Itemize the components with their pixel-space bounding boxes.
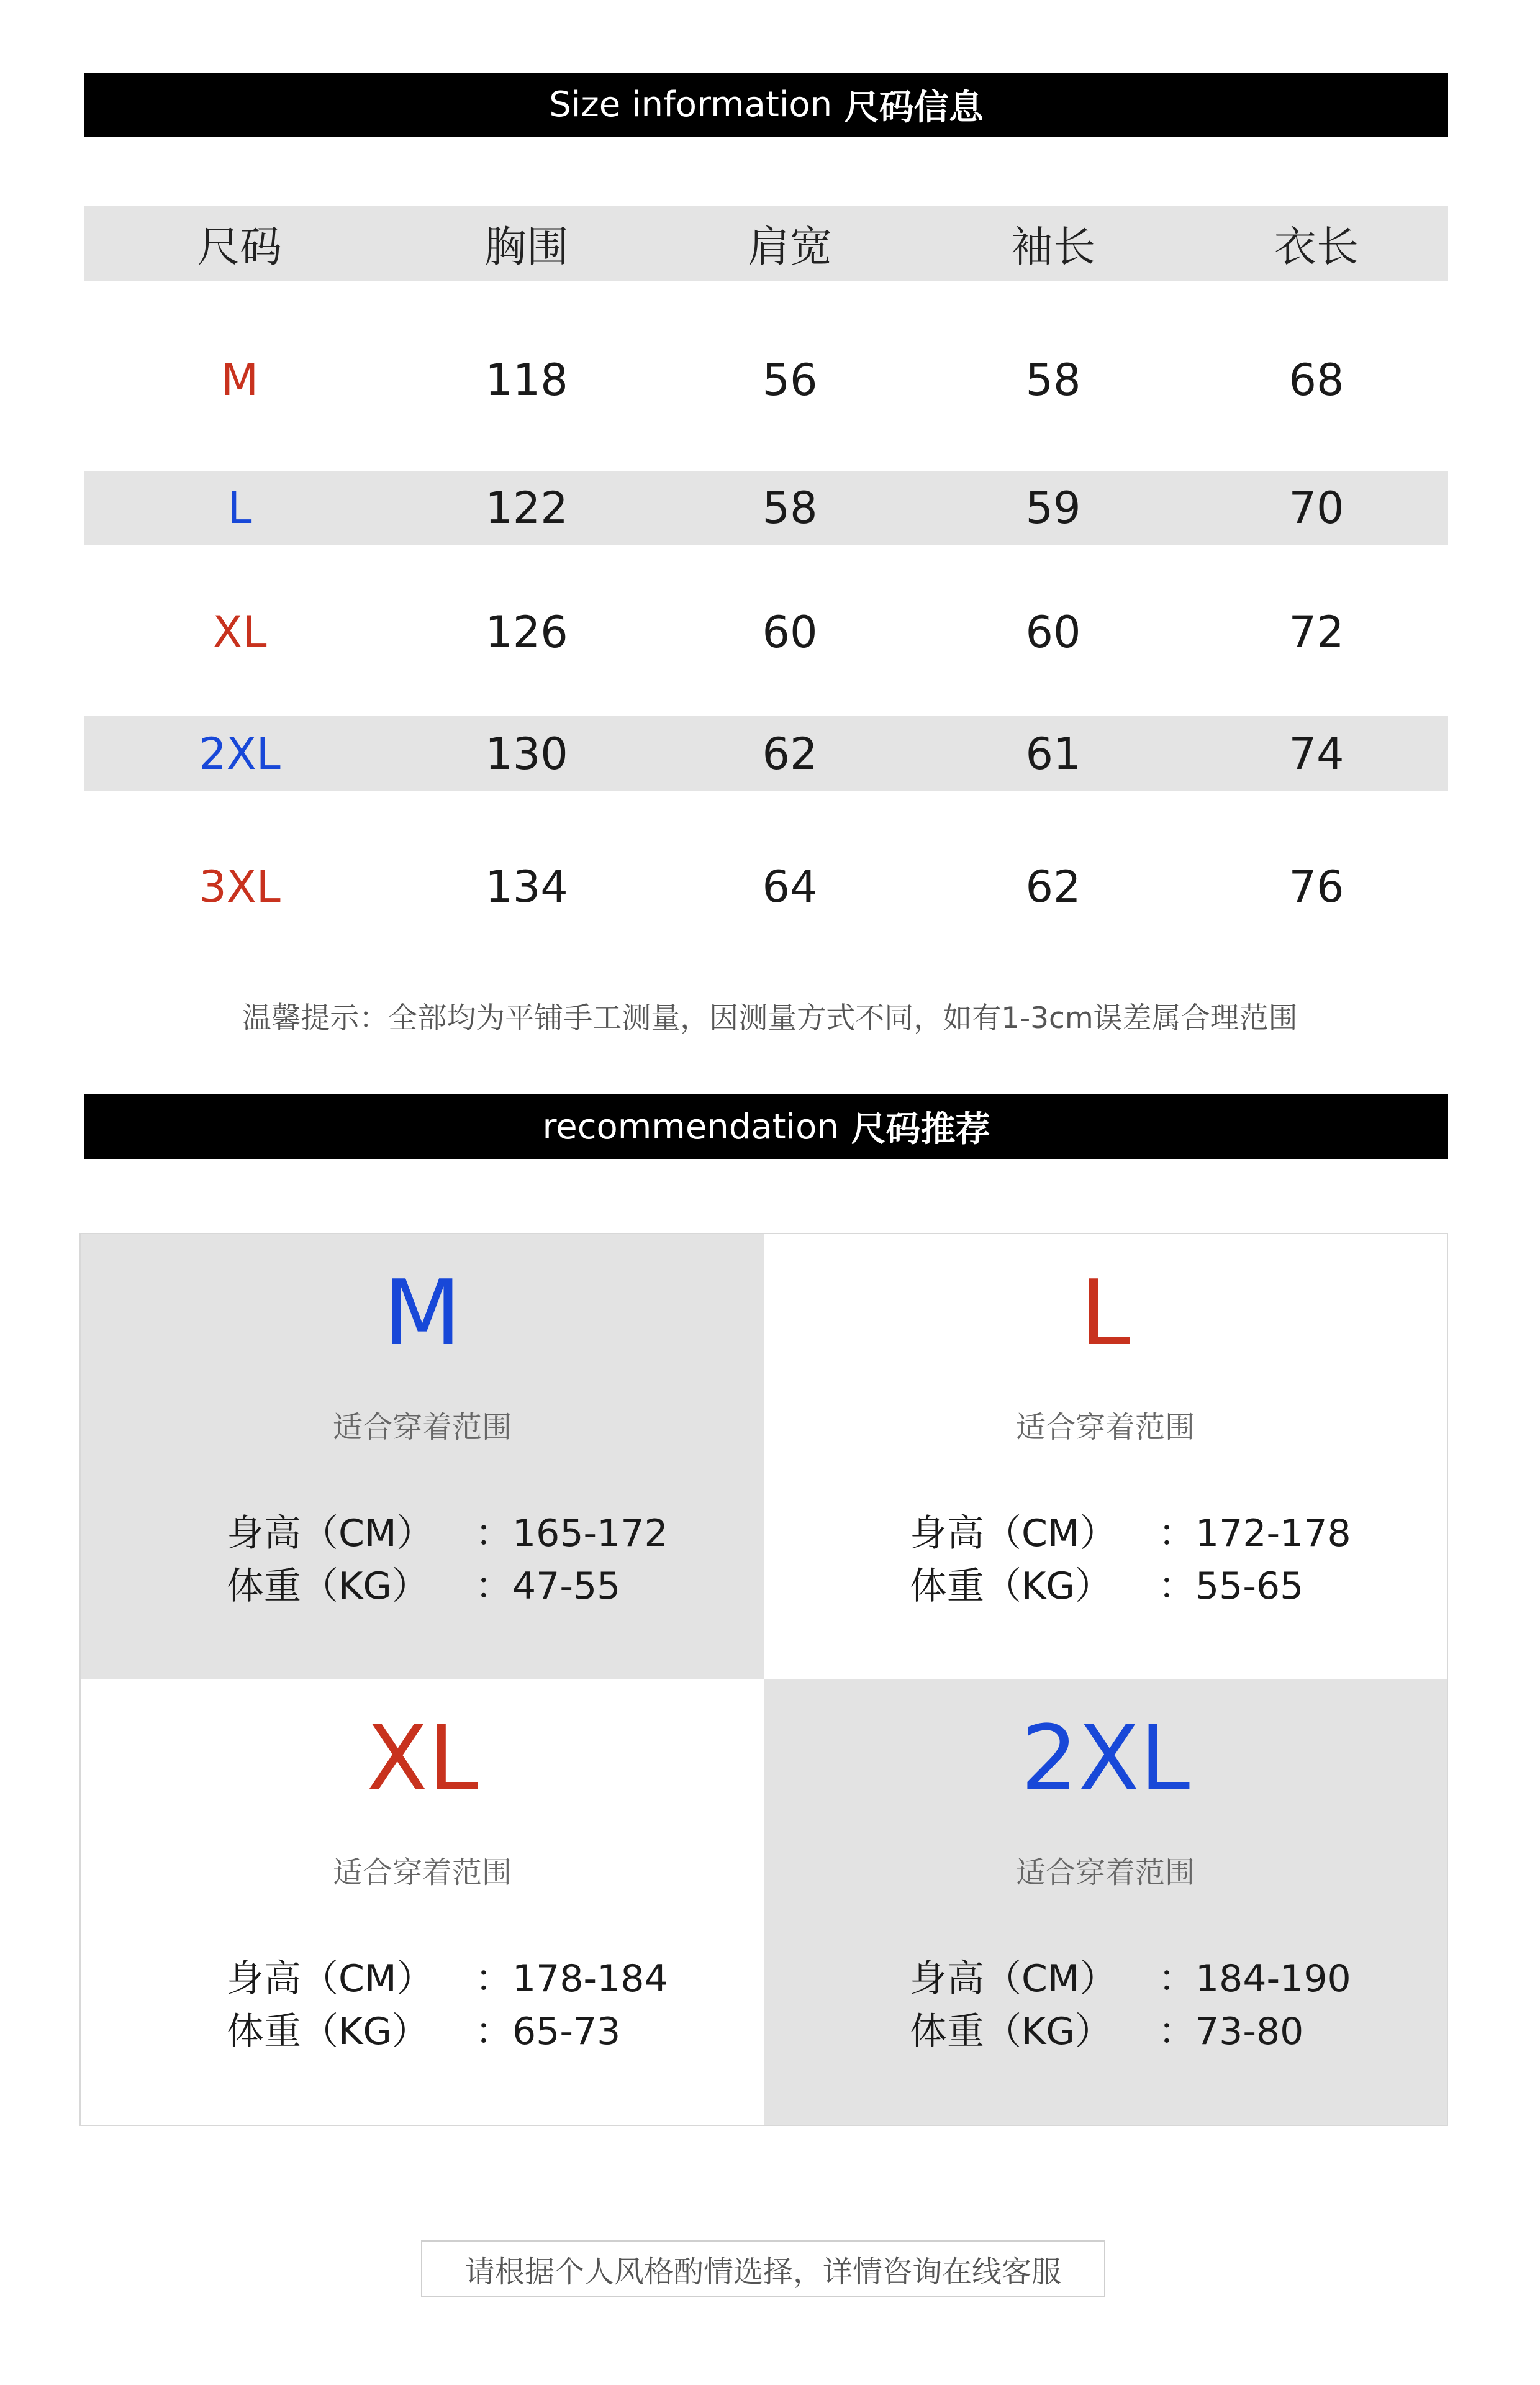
header-sleeve: 袖长 <box>1010 222 1095 272</box>
row-shoulder: 56 <box>762 355 818 406</box>
footer-advice-box <box>421 2240 1105 2297</box>
card-fit-range-title: 适合穿着范围 <box>1015 1410 1195 1445</box>
table-row <box>84 716 1448 791</box>
row-size: M <box>220 355 259 406</box>
weight-value: 47-55 <box>512 1565 621 1608</box>
colon: ： <box>1158 1957 1195 2001</box>
recommendation-card-m <box>81 1234 764 1679</box>
recommendation-grid <box>79 1233 1448 2126</box>
header-chest: 胸围 <box>484 222 569 272</box>
weight-value: 73-80 <box>1195 2010 1304 2053</box>
colon: ： <box>475 1957 512 2001</box>
table-row <box>84 471 1448 545</box>
banner-title-en: Size information <box>549 84 833 125</box>
table-row <box>84 595 1448 670</box>
recommendation-banner <box>84 1094 1448 1159</box>
row-size: XL <box>212 607 267 658</box>
row-chest: 118 <box>485 355 568 406</box>
row-size: 2XL <box>199 728 281 779</box>
card-fit-range-title: 适合穿着范围 <box>1015 1855 1195 1890</box>
card-size-label: L <box>1080 1261 1131 1366</box>
size-table-header <box>84 206 1448 281</box>
card-stats <box>910 1507 1351 1613</box>
row-length: 70 <box>1289 483 1344 534</box>
row-length: 72 <box>1289 607 1344 658</box>
row-chest: 130 <box>485 728 568 779</box>
weight-label: 体重（KG） <box>910 1565 1112 1608</box>
row-sleeve: 62 <box>1025 861 1081 912</box>
row-length: 74 <box>1289 728 1344 779</box>
height-label: 身高（CM） <box>227 1512 434 1555</box>
colon: ： <box>475 1512 512 1555</box>
row-shoulder: 60 <box>762 607 818 658</box>
row-sleeve: 58 <box>1025 355 1081 406</box>
measurement-note: 温馨提示：全部均为平铺手工测量，因测量方式不同，如有1-3cm误差属合理范围 <box>242 1001 1298 1035</box>
footer-advice-text: 请根据个人风格酌情选择，详情咨询在线客服 <box>464 2254 1061 2289</box>
weight-value: 65-73 <box>512 2010 621 2053</box>
row-size: 3XL <box>199 861 281 912</box>
card-stats <box>227 1507 668 1613</box>
colon: ： <box>1158 1512 1195 1555</box>
row-length: 76 <box>1289 861 1344 912</box>
row-sleeve: 60 <box>1025 607 1081 658</box>
table-row <box>84 343 1448 417</box>
colon: ： <box>475 1565 512 1608</box>
header-size: 尺码 <box>197 222 282 272</box>
header-length: 衣长 <box>1274 222 1359 272</box>
banner-title-cn: 尺码推荐 <box>851 1109 990 1150</box>
card-size-label: 2XL <box>1020 1706 1190 1811</box>
row-chest: 126 <box>485 607 568 658</box>
row-shoulder: 64 <box>762 861 818 912</box>
card-size-label: XL <box>366 1706 479 1811</box>
row-length: 68 <box>1289 355 1344 406</box>
height-value: 184-190 <box>1195 1957 1351 2001</box>
row-shoulder: 58 <box>762 483 818 534</box>
card-size-label: M <box>383 1261 461 1366</box>
colon: ： <box>475 2010 512 2053</box>
height-value: 165-172 <box>512 1512 668 1555</box>
row-sleeve: 61 <box>1025 728 1081 779</box>
weight-label: 体重（KG） <box>910 2010 1112 2053</box>
recommendation-card-l <box>764 1234 1447 1679</box>
card-stats <box>910 1953 1351 2058</box>
height-label: 身高（CM） <box>910 1957 1117 2001</box>
row-chest: 122 <box>485 483 568 534</box>
height-value: 172-178 <box>1195 1512 1351 1555</box>
size-information-banner <box>84 73 1448 137</box>
height-label: 身高（CM） <box>227 1957 434 2001</box>
weight-label: 体重（KG） <box>227 2010 429 2053</box>
row-sleeve: 59 <box>1025 483 1081 534</box>
table-row <box>84 850 1448 924</box>
row-shoulder: 62 <box>762 728 818 779</box>
weight-value: 55-65 <box>1195 1565 1304 1608</box>
card-stats <box>227 1953 668 2058</box>
banner-title-en: recommendation <box>542 1106 839 1147</box>
header-shoulder: 肩宽 <box>747 222 832 272</box>
recommendation-card-xl <box>81 1679 764 2125</box>
row-chest: 134 <box>485 861 568 912</box>
height-value: 178-184 <box>512 1957 668 2001</box>
card-fit-range-title: 适合穿着范围 <box>332 1855 512 1890</box>
recommendation-card-2xl <box>764 1679 1447 2125</box>
banner-title-cn: 尺码信息 <box>844 87 984 128</box>
row-size: L <box>227 483 252 534</box>
weight-label: 体重（KG） <box>227 1565 429 1608</box>
card-fit-range-title: 适合穿着范围 <box>332 1410 512 1445</box>
colon: ： <box>1158 1565 1195 1608</box>
height-label: 身高（CM） <box>910 1512 1117 1555</box>
colon: ： <box>1158 2010 1195 2053</box>
